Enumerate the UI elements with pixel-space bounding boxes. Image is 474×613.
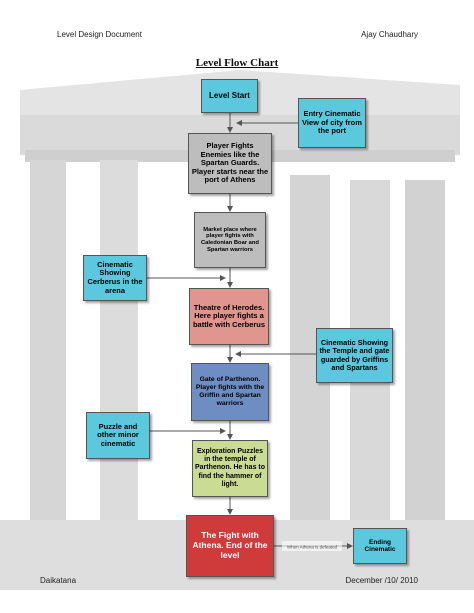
node-cinematic-cerberus-label: Cinematic Showing Cerberus in the arena xyxy=(87,259,143,295)
node-entry-cinematic-label: Entry Cinematic View of city from the port xyxy=(302,109,362,136)
edge-label-athena-defeated: When Athena is defeated xyxy=(286,544,338,550)
node-player-fights xyxy=(188,133,272,194)
node-ending-cinematic xyxy=(353,528,407,564)
node-theatre xyxy=(189,288,269,345)
node-puzzle xyxy=(86,412,150,459)
node-exploration-label: Exploration Puzzles in the temple of Parthenon. He has to find the hammer of light. xyxy=(195,448,266,488)
node-player-fights-label: Player Fights Enemies like the Spartan Guards. Player starts near the port of Athens xyxy=(191,140,269,185)
node-cinematic-temple xyxy=(316,328,393,383)
node-cinematic-cerberus xyxy=(83,255,147,301)
node-level-start xyxy=(201,79,258,113)
node-market-place xyxy=(194,212,266,268)
footer-right: December /10/ 2010 xyxy=(345,576,418,585)
node-fight-athena-label: The Fight with Athena. End of the level xyxy=(192,530,268,560)
node-gate-parthenon-label: Gate of Parthenon. Player fights with the Griffin and Spartan warriors xyxy=(195,376,265,407)
node-fight-athena xyxy=(186,515,274,577)
node-theatre-label: Theatre of Herodes. Here player fights a battle with Cerberus xyxy=(192,302,266,329)
page-title: Level Flow Chart xyxy=(195,57,279,69)
node-puzzle-label: Puzzle and other minor cinematic xyxy=(97,421,139,448)
node-cinematic-temple-label: Cinematic Showing the Temple and gate guarded by Griffins and Spartans xyxy=(319,337,390,372)
footer-left: Daikatana xyxy=(40,576,77,585)
node-level-start-label: Level Start xyxy=(209,91,250,101)
node-entry-cinematic xyxy=(298,98,366,148)
node-exploration xyxy=(192,440,268,497)
node-gate-parthenon xyxy=(191,363,269,421)
header-left: Level Design Document xyxy=(57,30,142,39)
node-ending-cinematic-label: Ending Cinematic xyxy=(364,538,396,553)
header-right: Ajay Chaudhary xyxy=(361,30,418,39)
node-market-place-label: Market place where player fights with Caledonian Boar and Spartan warriors xyxy=(201,226,259,253)
